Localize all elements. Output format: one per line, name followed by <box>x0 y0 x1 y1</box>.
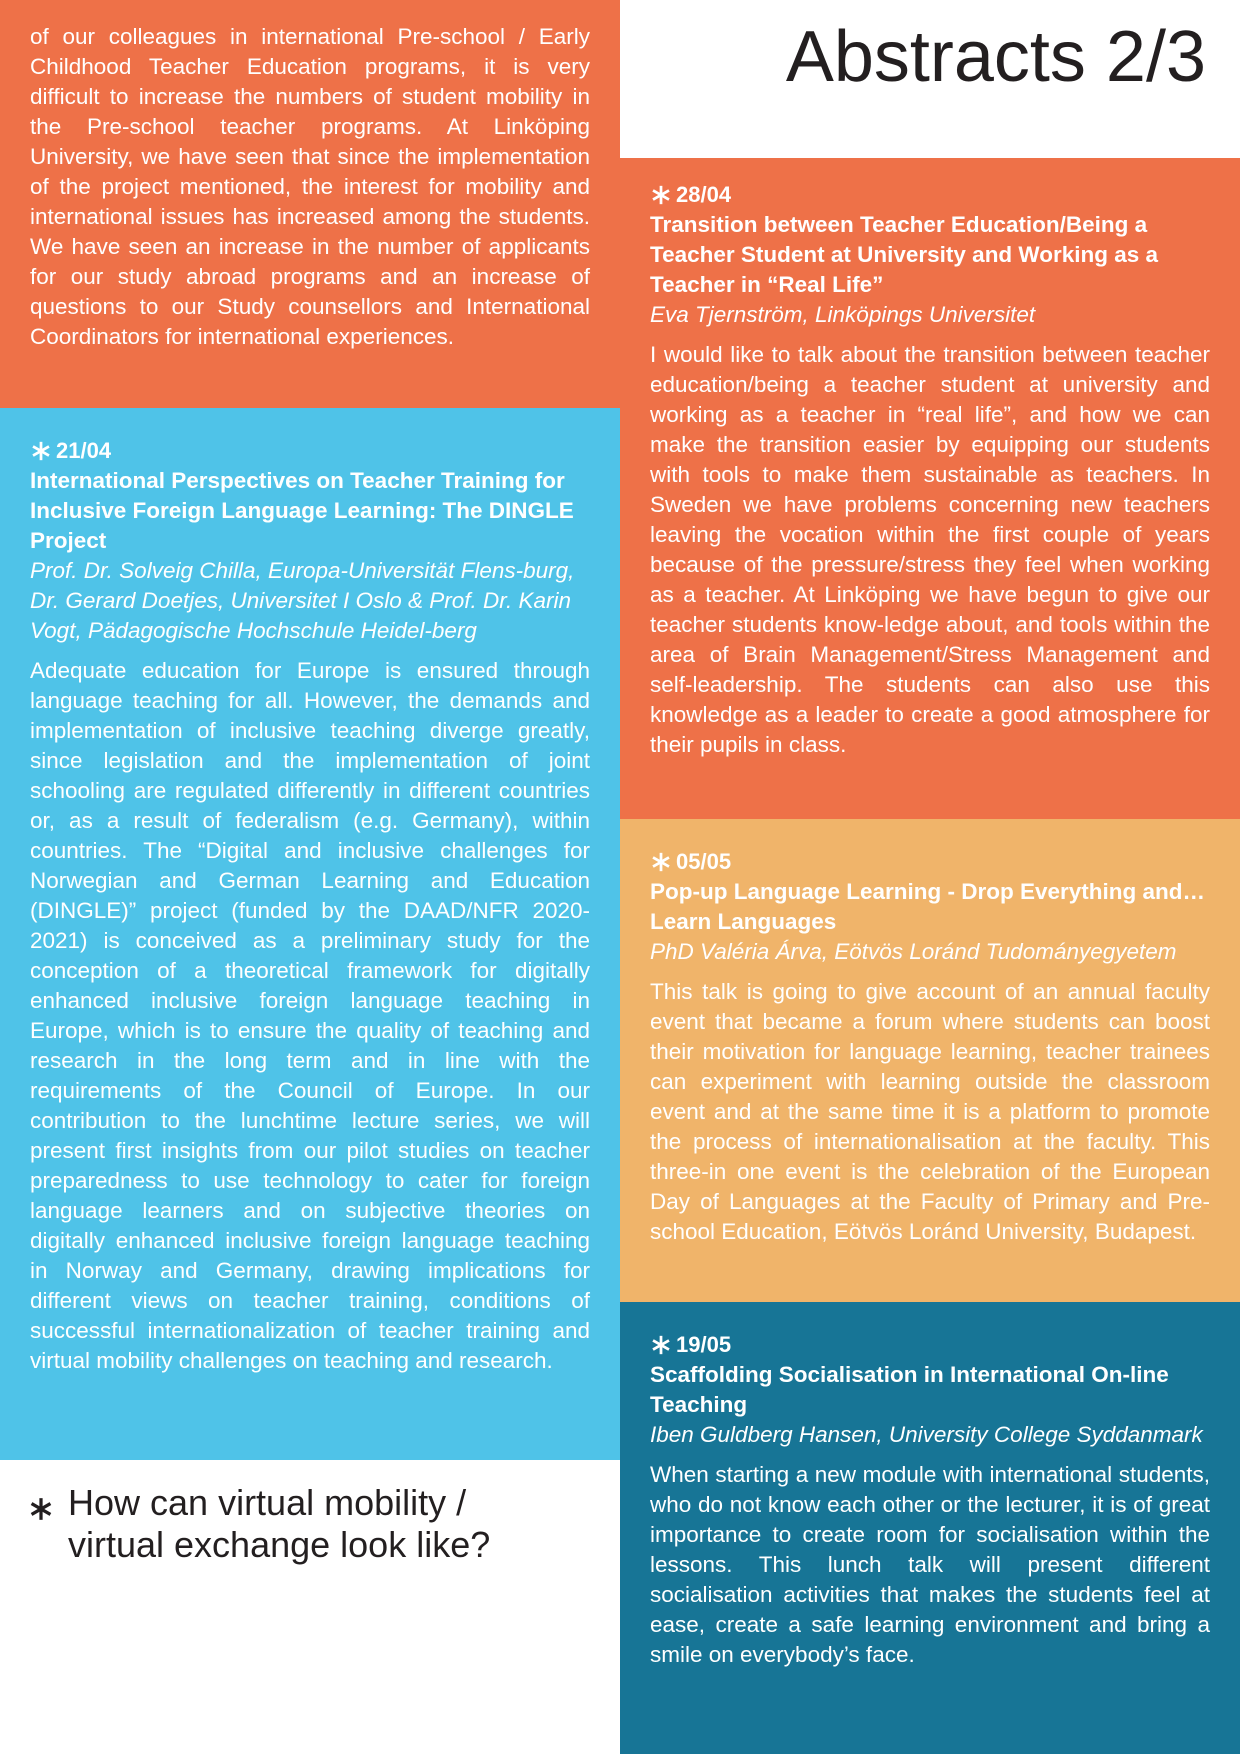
asterisk-icon <box>650 184 672 206</box>
abstract-author: Eva Tjernström, Linköpings Universitet <box>650 302 1036 327</box>
abstract-author: Prof. Dr. Solveig Chilla, Europa-Universität Flens-burg, Dr. Gerard Doetjes, Universitet I Oslo & Prof. Dr. Karin Vogt, Pädagogische Hochschule Heidel-berg <box>30 558 575 643</box>
asterisk-icon <box>28 1496 54 1522</box>
abstract-body: When starting a new module with international students, who do not know each other or the lecturer, it is of great importance to create room for socialisation within the lessons. This lunch talk will present different socialisation activities that makes the students feel at ease, create a safe learning environment and bring a smile on everybody’s face. <box>650 1462 1210 1667</box>
asterisk-icon <box>650 1334 672 1356</box>
abstract-2804 <box>620 158 1240 819</box>
abstract-date: 21/04 <box>56 438 112 463</box>
abstract-1905 <box>620 1302 1240 1754</box>
abstract-date-row <box>650 847 1210 877</box>
abstract-title: Pop-up Language Learning - Drop Everything and…Learn Languages <box>650 879 1206 934</box>
question-line-1: How can virtual mobility / <box>68 1482 467 1523</box>
page-title: Abstracts 2/3 <box>785 17 1206 97</box>
abstract-title: Scaffolding Socialisation in International On-line Teaching <box>650 1362 1169 1417</box>
virtual-mobility-question <box>28 1482 490 1566</box>
abstract-date-row <box>650 180 1210 210</box>
question-line-2: virtual exchange look like? <box>68 1524 491 1565</box>
abstract-date: 28/04 <box>676 182 732 207</box>
abstract-date-row <box>650 1330 1210 1360</box>
abstract-0505 <box>620 819 1240 1302</box>
abstract-author: Iben Guldberg Hansen, University College Syddanmark <box>650 1422 1203 1447</box>
abstract-title: Transition between Teacher Education/Being a Teacher Student at University and Working as a Teacher in “Real Life” <box>650 212 1159 297</box>
intro-continuation-block <box>0 0 620 408</box>
intro-continuation-text: of our colleagues in international Pre-school / Early Childhood Teacher Education programs, it is very difficult to increase the numbers of student mobility in the Pre-school teacher programs. At Linköping University, we have seen that since the implementation of the project mentioned, the interest for mobility and international issues has increased among the students. We have seen an increase in the number of applicants for our study abroad programs and an increase of questions to our Study counsellors and International Coordinators for international experiences. <box>30 24 590 349</box>
abstract-body: This talk is going to give account of an annual faculty event that became a forum where students can boost their motivation for language learning, teacher trainees can experiment with learning outside the classroom event and at the same time it is a platform to promote the process of internationalisation at the faculty. This three-in one event is the celebration of the European Day of Languages at the Faculty of Primary and Pre-school Education, Eötvös Loránd University, Budapest. <box>650 979 1210 1244</box>
abstract-body: Adequate education for Europe is ensured through language teaching for all. However, the demands and implementation of inclusive teaching diverge greatly, since legislation and the implementation of joint schooling are regulated differently in different countries or, as a result of federalism (e.g. Germany), within countries. The “Digital and inclusive challenges for Norwegian and German Learning and Education (DINGLE)” project (funded by the DAAD/NFR 2020-2021) is conceived as a preliminary study for the conception of a theoretical framework for digitally enhanced inclusive foreign language teaching in Europe, which is to ensure the quality of teaching and research in the long term and in line with the requirements of the Council of Europe. In our contribution to the lunchtime lecture series, we will present first insights from our pilot studies on teacher preparedness to use technology to cater for foreign language learners and on subjective theories on digitally enhanced inclusive foreign language teaching in Norway and Germany, drawing implications for different views on teacher training, conditions of successful internationalization of teacher training and virtual mobility challenges on teaching and research. <box>30 658 590 1373</box>
abstract-date-row <box>30 436 590 466</box>
abstract-date: 19/05 <box>676 1332 732 1357</box>
abstract-date: 05/05 <box>676 849 732 874</box>
abstract-author: PhD Valéria Árva, Eötvös Loránd Tudományegyetem <box>650 939 1177 964</box>
asterisk-icon <box>30 440 52 462</box>
abstract-title: International Perspectives on Teacher Training for Inclusive Foreign Language Learning: The DINGLE Project <box>30 468 574 553</box>
abstract-body: I would like to talk about the transition between teacher education/being a teacher student at university and working as a teacher in “real life”, and how we can make the transition easier by equipping our students with tools to make them sustainable as teachers. In Sweden we have problems concerning new teachers leaving the vocation within the first couple of years because of the pressure/stress they feel when working as a teacher. At Linköping we have begun to give our teacher students know-ledge about, and tools within the area of Brain Management/Stress Management and self-leadership. The students can also use this knowledge as a leader to create a good atmosphere for their pupils in class. <box>650 342 1210 757</box>
asterisk-icon <box>650 851 672 873</box>
abstract-2104 <box>0 408 620 1460</box>
